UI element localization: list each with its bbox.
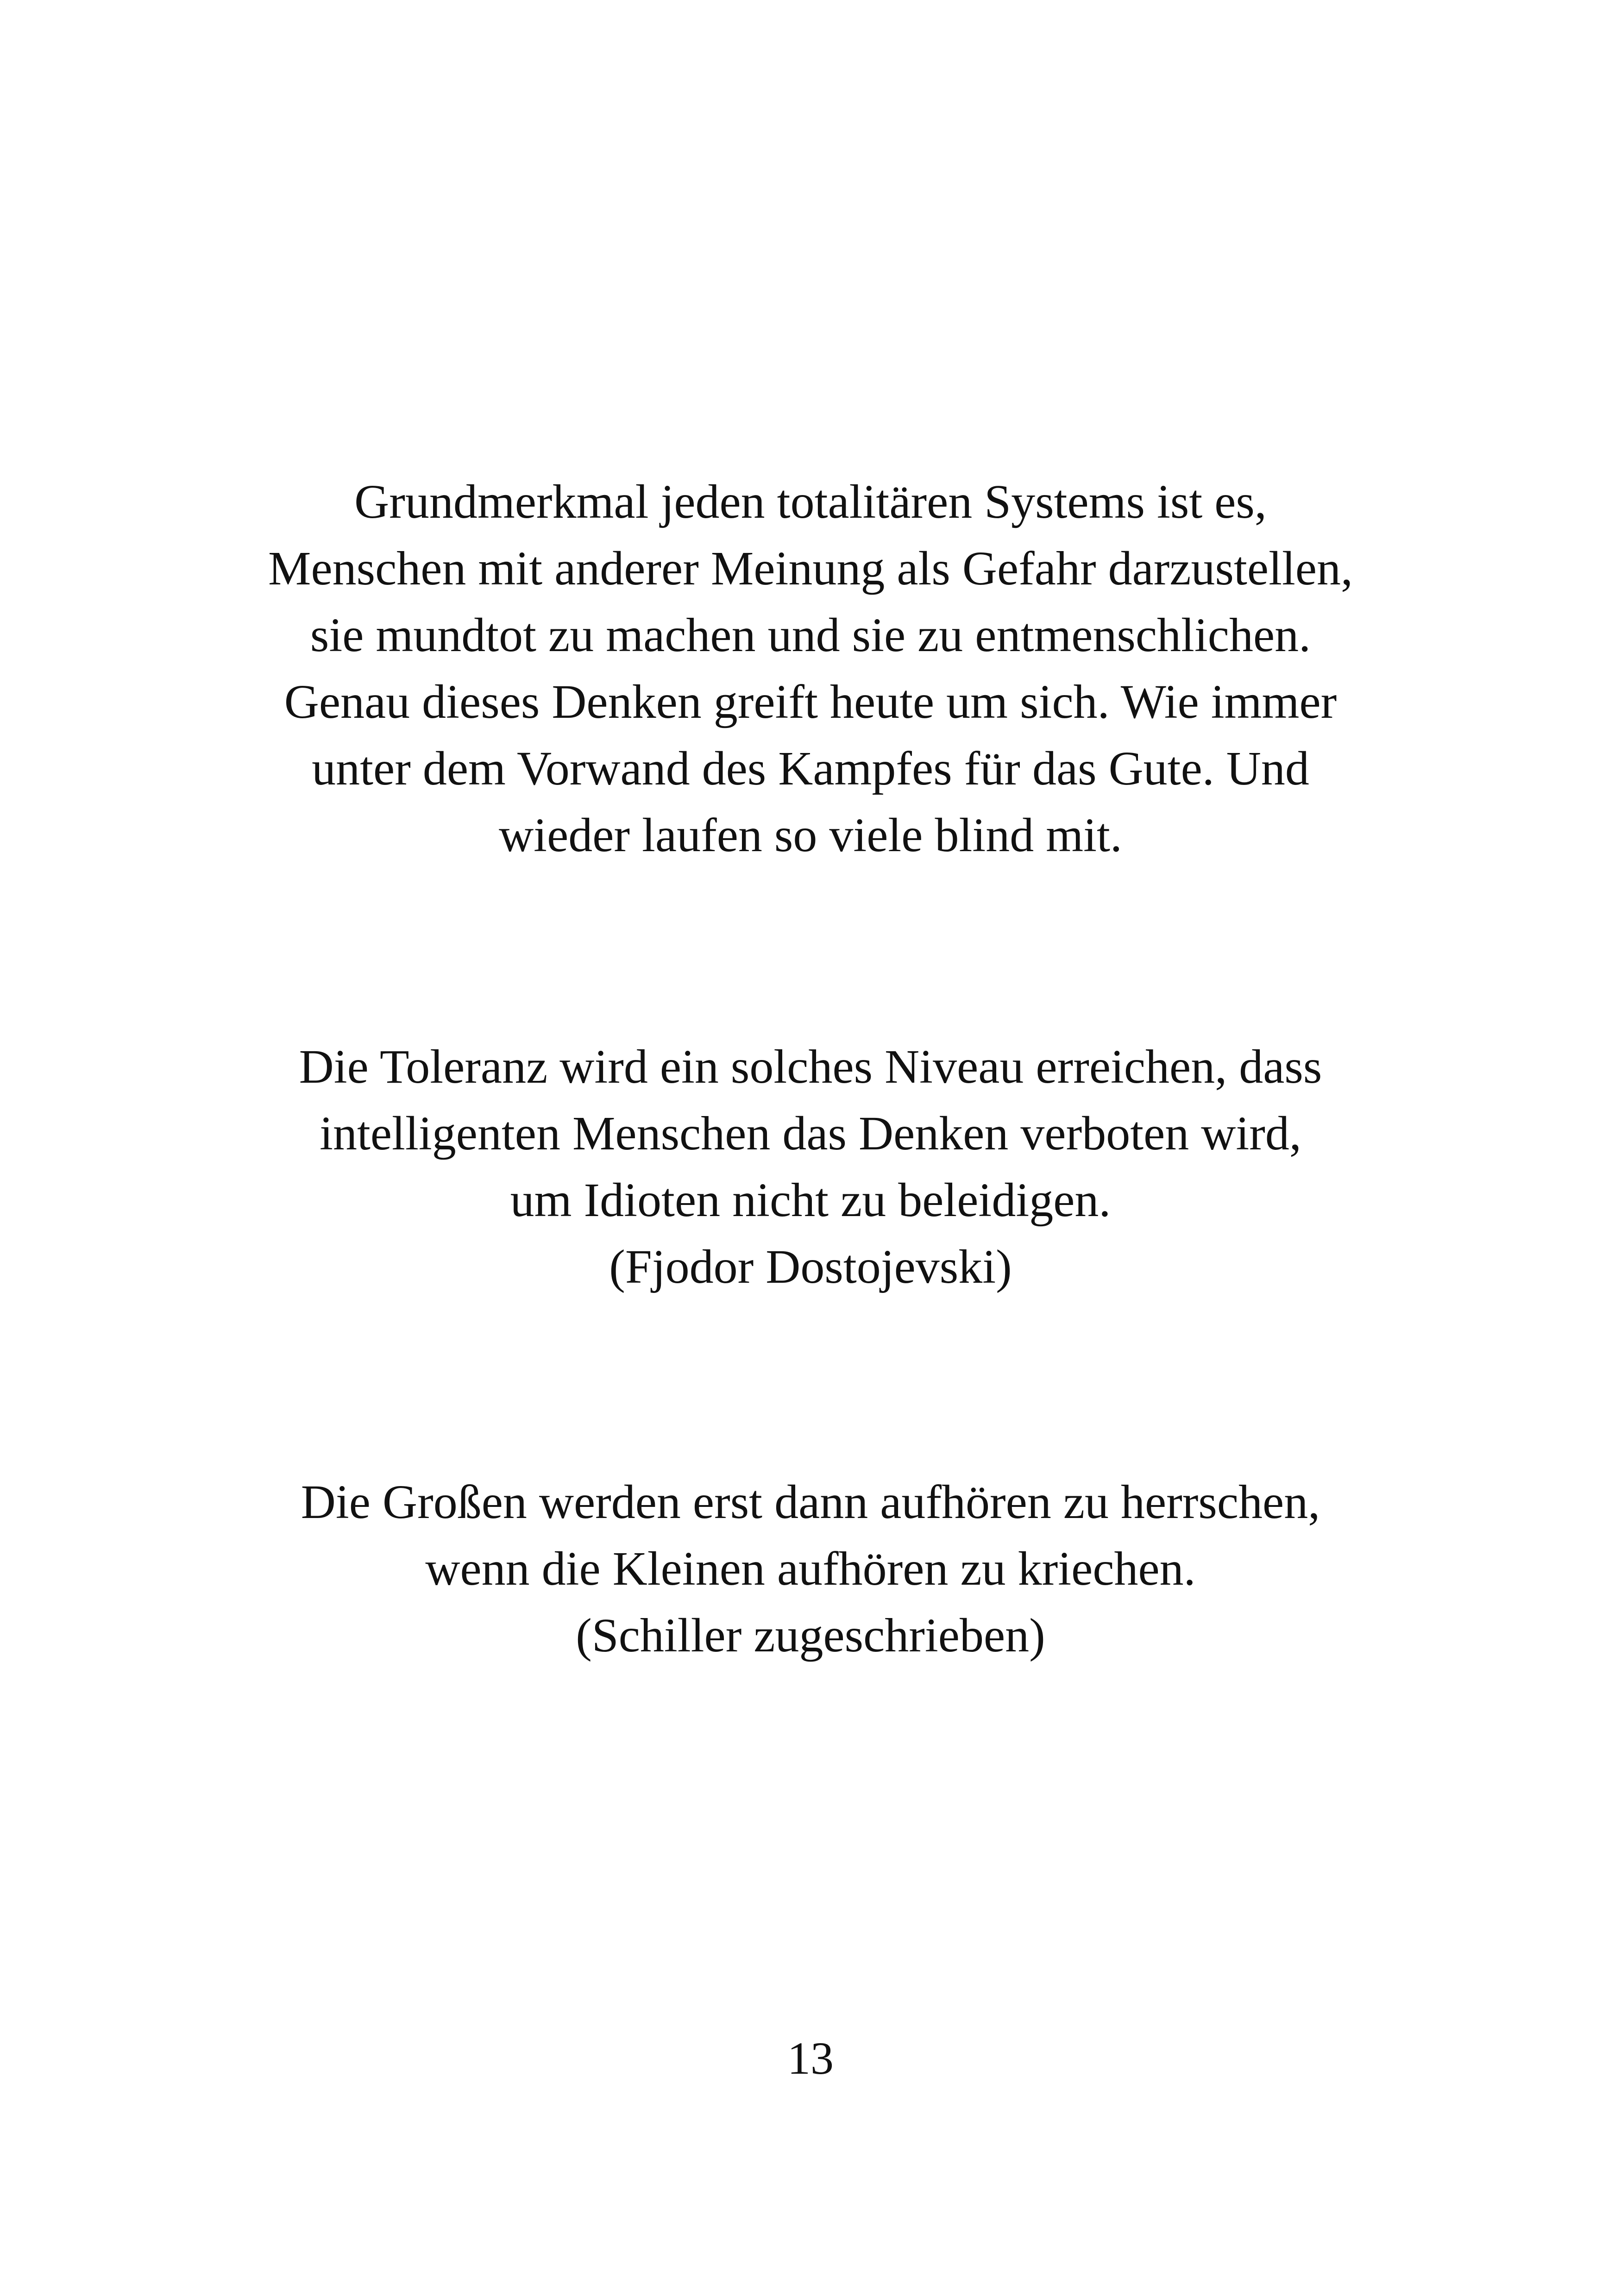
paragraph-totalitarian [0, 469, 1621, 869]
quote-line: wenn die Kleinen aufhören zu kriechen. [425, 1542, 1196, 1595]
quote-line: intelligenten Menschen das Denken verboten wird, [320, 1107, 1301, 1160]
quote-line: um Idioten nicht zu beleidigen. [510, 1173, 1111, 1227]
text-line: Genau dieses Denken greift heute um sich. Wie immer [284, 675, 1337, 728]
quote-attribution: (Fjodor Dostojevski) [609, 1240, 1012, 1293]
text-line: Menschen mit anderer Meinung als Gefahr darzustellen, [268, 542, 1353, 595]
quote-attribution: (Schiller zugeschrieben) [576, 1609, 1045, 1662]
quote-line: Die Toleranz wird ein solches Niveau erreichen, dass [299, 1040, 1322, 1093]
text-line: Grundmerkmal jeden totalitären Systems ist es, [354, 475, 1267, 528]
quote-schiller [0, 1469, 1621, 1669]
quote-dostojevski [0, 1034, 1621, 1300]
quote-line: Die Großen werden erst dann aufhören zu herrschen, [301, 1475, 1320, 1529]
text-line: wieder laufen so viele blind mit. [499, 809, 1122, 862]
page-number: 13 [787, 2033, 834, 2084]
text-line: sie mundtot zu machen und sie zu entmenschlichen. [310, 609, 1311, 662]
text-line: unter dem Vorwand des Kampfes für das Gute. Und [312, 742, 1309, 795]
